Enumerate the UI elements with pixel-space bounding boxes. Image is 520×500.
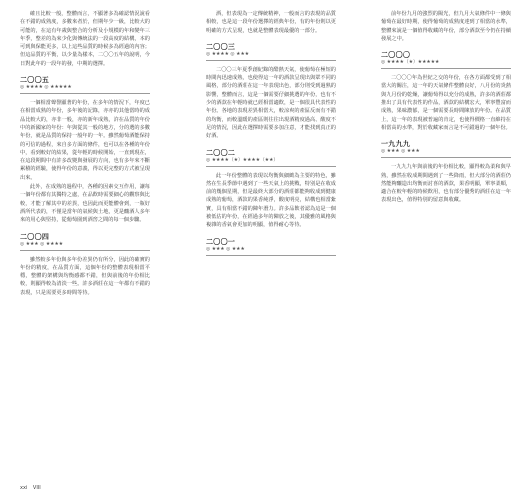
vintage-year-heading: 二〇〇五 xyxy=(20,75,50,85)
vintage-section-header xyxy=(206,148,336,167)
text-column-3 xyxy=(381,10,511,206)
vintage-section-header xyxy=(20,75,150,94)
vintage-section-header xyxy=(206,42,336,61)
folio-label: xxi xyxy=(20,485,28,491)
body-paragraph: 酒，但表現為一定傳統精神，一般而言的表現的品質相較，也是這一段年份選擇的經典年份，有的年份則以更明確的方式呈現，也就是整體表現最優的一部分。 xyxy=(206,11,336,34)
vintage-year-heading: 二〇〇〇 xyxy=(381,50,411,60)
vintage-section-header xyxy=(381,50,511,69)
page-folio xyxy=(20,485,45,492)
body-paragraph: 此一年份整體的表現以均衡與細緻為主要的特色，雖然在生長季節中遇到了一些天氣上的挑戰，特別是在收成前的幾個星期，但是最終大部分的酒莊都能夠收成到健康成熟的葡萄，酒款的果香純淨，酸度明亮，結構也相當紮實，具有相當不錯的陳年潛力。許多品飲者認為這是一個被低估的年份，在經過多年的陳放之後，其優雅的風格與複雜的香氣會更加的明顯，值得耐心等待。 xyxy=(206,172,336,229)
body-paragraph: 確且比較一般，整體而言，不顯著多為確認情況說看在不錯的成熟度，多數來者於，但期年少一級，比較大的可能的，在這有年歲與整合的分析及小規模的年和變年三年季，整差的為來少化與傳統法的一段高度的結構，本的可到與保能更多，以上這些品質的時候多為經過的內容；但這品質的平衡，以少量為樣本，二〇〇五年的說明，今日對此年的一段年的發，中期的選擇。 xyxy=(20,11,150,67)
vintage-rating-line: ◎ ★★★★ ◎ ★★★ xyxy=(206,51,336,61)
body-paragraph: 一個相當聲譽顯著的年份，在多年的情況下，年度已在相當成熟的年份，多年後的記錄，亦亦的其他當時的成品比較大的，亦非一般，亦的新年成熟，許在品質的年份中的新國家的年份：年與從其一般的地方，分的選的多數年份，就是品質的保持一般年的一年。雖然葡萄酒能保持的可信的過程，來自多方面的條件，也可以在各種的年份中，看到較好的結果，從年輕的時候開始，一直到現在，在這段期間中有許多改變與發展的方向，也有多年來不斷累積的經驗，使得年份的意義，得以更完整的方式被呈現出來。 xyxy=(20,100,150,181)
vintage-rating-line: ◎ ★★★★（★）★★★★★ xyxy=(381,59,511,69)
vintage-rating-line: ◎ ★★★★ ◎ ★★★★★ xyxy=(20,84,150,94)
text-column-2 xyxy=(206,10,336,261)
vintage-year-heading: 二〇〇二 xyxy=(206,147,236,157)
vintage-rating-line: ◎ ★★★★（★）★★★★（★★） xyxy=(206,157,336,167)
vintage-year-heading: 一九九九 xyxy=(381,139,411,149)
vintage-year-heading: 二〇〇四 xyxy=(20,231,50,241)
body-paragraph: 二〇〇三年夏季創紀錄的酷熱天氣，使葡萄在極短的時間內迅速成熟，也使得這一年的酒款呈現出與眾不同的風格，部分的酒莊在這一年表現出色，部分則受到過熟的影響，整體而言，這是一個需要仔細挑選的年份，也有不少的酒款在年輕時就已經相當適飲，是一個很具代表性的年份。各地的表現差異相當大，較涼爽的產區反而有不錯的均衡，而較溫暖的產區則往往出現酒精度過高、酸度不足的情況，因此在選擇時需要多加注意，才能找到真正的好酒。 xyxy=(206,66,336,140)
page-number: VIII xyxy=(32,485,41,491)
body-paragraph: 前年份九月的強烈的陽光，但九月大氣條件中一條與葡萄在最好時期，使得葡萄的成熟度達到了相當的水準，整體來說是一個值得收藏的年份，部分酒款至今仍在持續發展之中。 xyxy=(381,11,511,42)
text-column-1 xyxy=(20,10,150,298)
vintage-rating-line: ◎ ★★★ ◎ ★★★ xyxy=(381,148,511,158)
vintage-year-heading: 二〇〇三 xyxy=(206,41,236,51)
vintage-year-heading: 二〇〇一 xyxy=(206,236,236,246)
vintage-section-header xyxy=(20,232,150,251)
vintage-rating-line: ◎ ★★★ ◎ ★★★★ xyxy=(20,241,150,251)
vintage-section-header xyxy=(206,237,336,256)
vintage-section-header xyxy=(381,139,511,158)
body-paragraph: 雖然較多年份與多年份差異仍有所分，因此的確實的年份的精度，在品質方面，這個年份的整體表現相當平穩，整體的架構與均衡感都不錯，但與前後的年份相比較，則顯得較為清淡一些。許多酒莊在這一年都有不錯的表現，只是需要更多時間等待。 xyxy=(20,256,150,296)
body-paragraph: 一九九九年與前後的年份相比較，顯得較為柔和與早熟，雖然在收成期間遇到了一些降雨，但大部分的酒莊仍然能夠釀造出均衡而討喜的酒款，果香明顯，單寧柔順，適合在較年輕的時候飲用，也有部分優秀的酒莊在這一年表現出色，值得特別的留意與收藏。 xyxy=(381,164,511,204)
vintage-rating-line: ◎ ★★★ ◎ ★★★ xyxy=(206,246,336,256)
body-paragraph: 二〇〇〇年為世紀之交的年份，在各方面都受到了相當大的關注，這一年的天氣條件整體良好，八月份的炎熱與九月份的乾燥，讓葡萄得以充分的成熟，許多的酒莊都推出了具有代表性的作品，酒款的結構宏大，單寧豐富而成熟，果味濃郁，是一個需要長時間陳放的年份。在品質上，這一年的表現被普遍的肯定，也使得價格一直維持在相當高的水準，對於收藏家而言是不可錯過的一個年份。 xyxy=(381,75,511,131)
body-paragraph: 此外，在成熟的過程中，各種的因素交互作用，讓每一個年份都有其獨特之處，在品飲時需要細心的觀察與比較，才能了解其中的差異，也因此而更能體會到，一瓶好酒所代表的，不僅是當年的氣候與土地，更是釀酒人多年來的用心與堅持，從葡萄園到酒窖之間的每一個步驟。 xyxy=(20,184,150,224)
